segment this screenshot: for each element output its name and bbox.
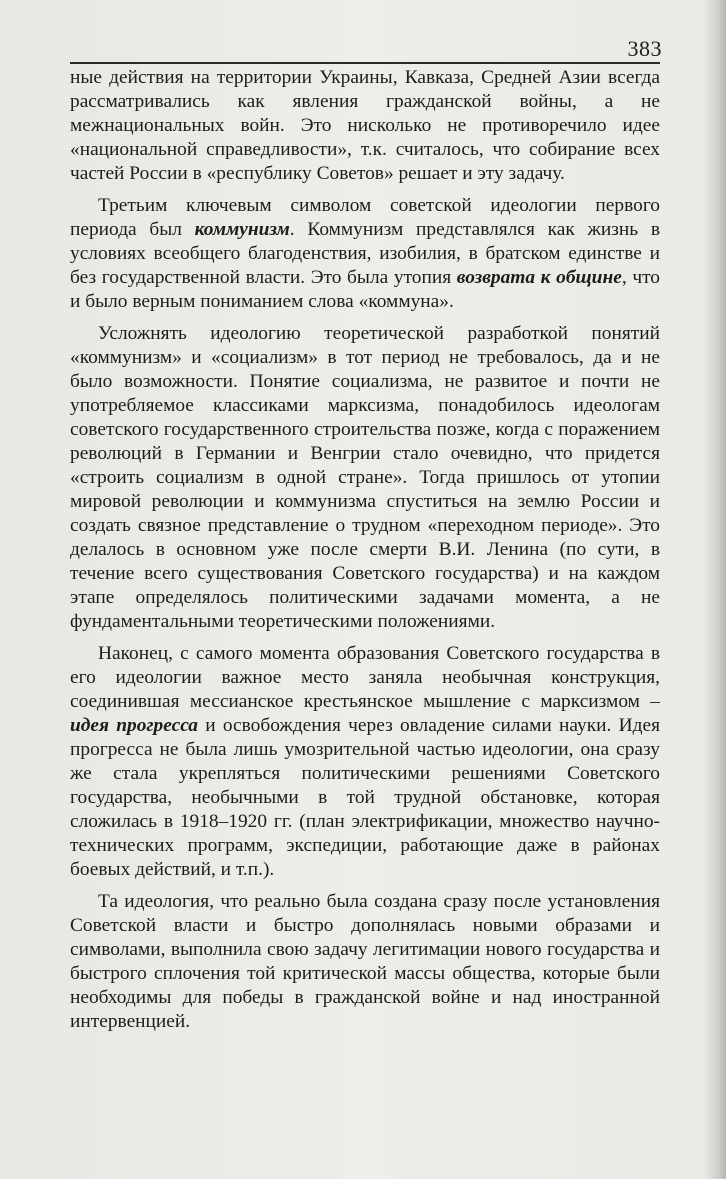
body-text [70, 66, 660, 1042]
paragraph-text: и освобождения через овладение силами науки. Идея прогресса не была лишь умозрительной частью идеологии, она сразу же стала укрепляться политическими решениями Советского государства, необычными в той трудной обстановке, которая сложилась в 1918–1920 гг. (план электрификации, множество научно-технических программ, экспедиции, работающие даже в районах боевых действий, и т.п.). [70, 715, 660, 880]
paragraph-text: Усложнять идеологию теоретической разработкой понятий «коммунизм» и «социализм» в тот период не требовалось, да и не было возможности. Понятие социализма, не развитое и почти не употребляемое классиками марксизма, понадобилось идеологам советского государственного строительства позже, когда с поражением революций в Германии и Венгрии стало очевидно, что придется «строить социализм в одной стране». Тогда пришлось от утопии мировой революции и коммунизма спуститься на землю России и создать связное представление о трудном «переходном периоде». Это делалось в основном уже после смерти В.И. Ленина (по сути, в течение всего существования Советского государства) и на каждом этапе определялось политическими задачами момента, а не фундаментальными теоретическими положениями. [70, 323, 660, 632]
paragraph-text: . Коммунизм представлялся как жизнь в условиях всеобщего благоденствия, изобилия, в братском единстве и без государственной власти. Это была утопия [70, 219, 660, 288]
paragraph-text: ные действия на территории Украины, Кавказа, Средней Азии всегда рассматривались как явления гражданской войны, а не межнациональных войн. Это нисколько не противоречило идее «национальной справедливости», т.к. считалось, что собирание всех частей России в «республику Советов» решает и эту задачу. [70, 67, 660, 184]
paragraph-text: Та идеология, что реально была создана сразу после установления Советской власти и быстро дополнялась новыми образами и символами, выполнила свою задачу легитимации нового государства и быстрого сплочения той критической массы общества, которые были необходимы для победы в гражданской войне и над иностранной интервенцией. [70, 891, 660, 1032]
paragraph-text: , что и было верным пониманием слова «коммуна». [70, 267, 660, 312]
emphasized-term: коммунизм [194, 219, 290, 240]
paragraph [70, 194, 660, 314]
header-rule [70, 62, 660, 64]
paragraph-text: Наконец, с самого момента образования Советского государства в его идеологии важное место заняла необычная конструкция, соединившая мессианское крестьянское мышление с марксизмом – [70, 643, 660, 712]
paragraph [70, 322, 660, 634]
paragraph [70, 642, 660, 882]
emphasized-term: идея прогресса [70, 715, 199, 736]
emphasized-term: возврата к общине [456, 267, 622, 288]
paragraph-text: Третьим ключевым символом советской идеологии первого периода был [70, 195, 660, 240]
paragraph [70, 890, 660, 1034]
page-edge-shadow [704, 0, 726, 1179]
page-number: 383 [627, 36, 662, 61]
paragraph [70, 66, 660, 186]
